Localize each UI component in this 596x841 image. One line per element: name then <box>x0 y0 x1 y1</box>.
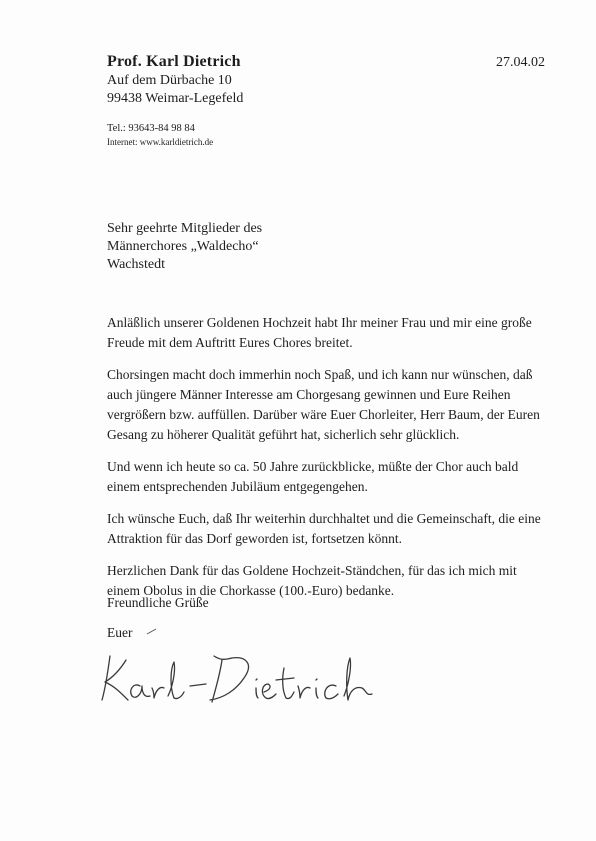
body-line: Und wenn ich heute so ca. 50 Jahre zurückblicke, müßte der Chor auch bald <box>107 459 519 474</box>
pen-mark <box>146 626 158 636</box>
sender-street: Auf dem Dürbache 10 <box>107 73 232 88</box>
body-line: Gesang zu höherer Qualität geführt hat, sicherlich sehr glücklich. <box>107 427 460 442</box>
body-line: Herzlichen Dank für das Goldene Hochzeit-Ständchen, für das ich mich mit <box>107 563 517 578</box>
sender-internet: Internet: www.karldietrich.de <box>107 137 214 147</box>
recipient-line-3: Wachstedt <box>107 257 165 272</box>
body-line: einem Obolus in die Chorkasse (100.-Euro) bedanke. <box>107 583 395 598</box>
body-line: Ich wünsche Euch, daß Ihr weiterhin durchhaltet und die Gemeinschaft, die eine <box>107 511 541 526</box>
closing-greeting: Freundliche Grüße <box>107 595 209 610</box>
sign-off: Euer <box>107 625 133 640</box>
paragraph-thanks <box>107 313 553 353</box>
contact-block <box>107 122 213 148</box>
body-line: Attraktion für das Dorf geworden ist, fortsetzen könnt. <box>107 531 403 546</box>
letter-date: 27.04.02 <box>496 55 545 70</box>
letter-body <box>107 313 553 613</box>
sender-name: Prof. Karl Dietrich <box>107 53 241 70</box>
recipient-address <box>107 220 262 274</box>
letterhead <box>107 52 243 108</box>
body-line: auch jüngere Männer Interesse am Chorgesang gewinnen und Eure Reihen <box>107 387 511 402</box>
body-line: Freude mit dem Auftritt Eures Chores breitet. <box>107 335 353 350</box>
recipient-line-2: Männerchores „Waldecho“ <box>107 239 259 254</box>
body-line: einem entsprechenden Jubiläum entgegengehen. <box>107 479 368 494</box>
recipient-line-1: Sehr geehrte Mitglieder des <box>107 221 263 236</box>
paragraph-choir-singing <box>107 365 553 445</box>
body-line: Chorsingen macht doch immerhin noch Spaß, und ich kann nur wünschen, daß <box>107 367 533 382</box>
sender-phone: Tel.: 93643-84 98 84 <box>107 123 195 134</box>
body-line: Anläßlich unserer Goldenen Hochzeit habt Ihr meiner Frau und mir eine große <box>107 315 532 330</box>
paragraph-wishes <box>107 509 553 549</box>
handwritten-signature <box>96 642 396 712</box>
paragraph-anniversary <box>107 457 553 497</box>
body-line: vergrößern bzw. auffüllen. Darüber wäre Euer Chorleiter, Herr Baum, der Euren <box>107 407 540 422</box>
sender-city: 99438 Weimar-Legefeld <box>107 91 244 106</box>
